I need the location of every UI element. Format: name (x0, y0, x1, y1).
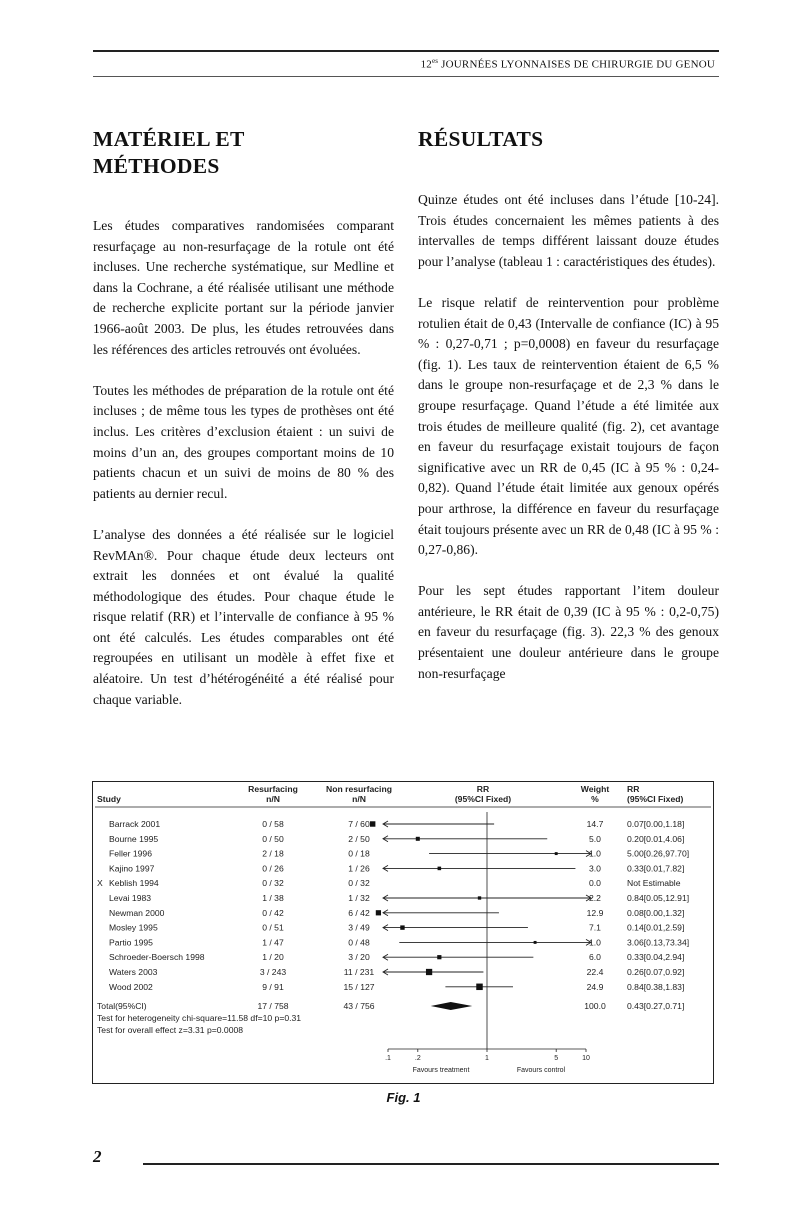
study-name: Schroeder-Boersch 1998 (109, 952, 205, 963)
study-rr-text: 0.08[0.00,1.32] (627, 907, 685, 918)
study-name: Kajino 1997 (109, 863, 155, 874)
header-rule (93, 50, 719, 52)
point-estimate (416, 837, 420, 841)
total-label: Total(95%CI) (97, 1001, 147, 1011)
study-name: Keblish 1994 (109, 878, 159, 889)
non-resurfacing-count: 0 / 48 (348, 937, 370, 948)
non-resurfacing-count: 3 / 49 (348, 922, 370, 933)
study-name: Feller 1996 (109, 848, 152, 859)
study-weight: 12.9 (586, 907, 604, 918)
study-rr-text: Not Estimable (627, 878, 681, 889)
study-name: Bourne 1995 (109, 833, 159, 844)
study-rr-text: 0.20[0.01,4.06] (627, 833, 685, 844)
header-non-resurfacing: Non resurfacing (326, 784, 392, 794)
running-head-ordinal: 12 (420, 58, 432, 71)
study-weight: 22.4 (586, 967, 604, 977)
methods-paragraphs (93, 216, 394, 710)
study-weight: 2.2 (589, 893, 601, 903)
running-head-sup: es (431, 57, 439, 65)
overall-effect-text: Test for overall effect z=3.31 p=0.0008 (97, 1025, 244, 1035)
study-rr-text: 0.33[0.01,7.82] (627, 863, 685, 874)
header-rr-plot: RR (476, 784, 490, 794)
study-rr-text: 0.33[0.04,2.94] (627, 952, 685, 963)
study-weight: 24.9 (586, 981, 604, 992)
total-rr-text: 0.43[0.27,0.71] (627, 1001, 685, 1011)
study-weight: 1.0 (589, 848, 601, 859)
study-name: Levai 1983 (109, 893, 152, 903)
study-rr-text: 0.26[0.07,0.92] (627, 967, 685, 977)
header-non-resurfacing-nn: n/N (352, 794, 366, 804)
x-axis (385, 1049, 590, 1062)
point-estimate (426, 969, 432, 975)
axis-label-right: Favours control (516, 1067, 566, 1074)
excluded-marker: X (97, 878, 103, 889)
study-weight: 14.7 (586, 819, 604, 829)
resurfacing-count: 1 / 20 (262, 952, 284, 963)
heading-line-2: MÉTHODES (93, 154, 220, 178)
right-column (418, 126, 719, 153)
study-weight: 7.1 (589, 922, 601, 933)
header-weight-pct: % (591, 794, 599, 804)
resurfacing-count: 3 / 243 (259, 967, 287, 977)
resurfacing-count: 1 / 38 (262, 893, 284, 903)
methods-paragraph: L’analyse des données a été réalisée sur le logiciel RevMAn®. Pour chaque étude deux lecteurs ont extrait les données et ont évalué la qualité méthodologique des études. Pour chaque étude le risque relatif (RR) et l’intervalle de confiance à 95 % ont été calculés. Les études comparables ont été regroupées en utilisant un modèle à effet fixe et aléatoire. Un test d’hétérogénéité a été réalisé pour chaque variable. (93, 526, 394, 707)
point-estimate (555, 852, 558, 855)
resurfacing-count: 1 / 47 (262, 937, 284, 948)
running-head (195, 57, 715, 71)
header-resurfacing-nn: n/N (266, 794, 280, 804)
non-resurfacing-count: 1 / 26 (348, 863, 370, 874)
header-resurfacing: Resurfacing (248, 784, 298, 794)
study-weight: 1.0 (589, 937, 601, 948)
results-paragraph: Quinze études ont été incluses dans l’étude [10-24]. Trois études concernaient les mêmes patients à des intervalles de temps différent laissant douze études pour l’analyse (tableau 1 : caractéristiques des études). (418, 192, 719, 269)
study-rr-text: 0.84[0.38,1.83] (627, 981, 685, 992)
non-resurfacing-count: 6 / 42 (348, 907, 370, 918)
axis-tick-label: 10 (582, 1055, 590, 1062)
results-paragraphs (418, 190, 719, 684)
point-estimate (400, 925, 404, 929)
resurfacing-count: 0 / 51 (262, 922, 284, 933)
forest-plot (93, 782, 713, 1083)
study-name: Mosley 1995 (109, 922, 158, 933)
resurfacing-count: 9 / 91 (262, 981, 284, 992)
header-weight: Weight (580, 784, 610, 794)
header-underline (93, 76, 719, 77)
point-estimate (476, 984, 482, 990)
study-weight: 5.0 (589, 833, 601, 844)
non-resurfacing-count: 2 / 50 (348, 833, 370, 844)
resurfacing-count: 0 / 50 (262, 833, 284, 844)
study-name: Newman 2000 (109, 907, 165, 918)
point-estimate (376, 910, 381, 915)
resurfacing-count: 0 / 26 (262, 863, 284, 874)
total-resurfacing: 17 / 758 (257, 1001, 289, 1011)
point-estimate (534, 941, 537, 944)
resurfacing-count: 0 / 42 (262, 907, 284, 918)
axis-tick-label: .2 (414, 1055, 421, 1062)
methods-paragraph: Les études comparatives randomisées comparant resurfaçage au non-resurfaçage de la rotule ont été incluses. Une recherche systématique, sur Medline et dans la Cochrane, a été réalisée utilisant une méthode de recherche explicite portant sur la période janvier 1966-août 2003. De plus, les études retrouvées dans les références des articles retrouvés ont évoluées. (93, 218, 394, 357)
section-heading-methods (93, 126, 394, 180)
point-estimate (437, 955, 441, 959)
axis-label-left: Favours treatment (412, 1067, 470, 1074)
study-rr-text: 3.06[0.13,73.34] (627, 937, 690, 948)
page-number: 2 (93, 1147, 102, 1166)
results-paragraph: Pour les sept études rapportant l’item douleur antérieure, le RR était de 0,39 (IC à 95 % : 0,2-0,75) en faveur du resurfaçage (fig. 3). 22,3 % des genoux présentaient une douleur antérieure dans le groupe non-resurfaçage (418, 583, 719, 681)
axis-tick-label: 5 (554, 1055, 559, 1062)
header-study: Study (97, 794, 121, 804)
axis-tick-label: .1 (385, 1055, 391, 1062)
results-paragraph: Le risque relatif de reintervention pour problème rotulien était de 0,43 (Intervalle de confiance (IC) à 95 % : 0,27-0,71 ; p=0,0008) en faveur du resurfaçage (fig. 1). Les taux de reintervention étaient de 6,5 % dans le groupe non-resurfaçage et de 2,3 % dans le groupe resurfaçage. Quand l’étude a été limitée aux trois études de meilleure qualité (fig. 2), cet avantage en faveur du resurfaçage existait toujours de façon significative avec un RR de 0,45 (IC à 95 % : 0,24-0,82). Quand l’étude était limitée aux genoux opérés pour arthrose, la différence en faveur du resurfaçage était toujours présente avec un RR de 0,48 (IC à 95 % : 0,27-0,86). (418, 294, 719, 558)
left-column (93, 126, 394, 180)
study-rr-text: 5.00[0.26,97.70] (627, 848, 690, 859)
pooled-diamond (431, 1002, 473, 1010)
header-rr-plot-ci: (95%CI Fixed) (454, 794, 512, 804)
total-weight: 100.0 (584, 1001, 606, 1011)
study-weight: 0.0 (589, 878, 601, 889)
heading-line-1: MATÉRIEL ET (93, 127, 245, 151)
non-resurfacing-count: 0 / 18 (348, 848, 370, 859)
figure-caption: Fig. 1 (386, 1090, 421, 1105)
axis-tick-label: 1 (485, 1055, 489, 1062)
study-name: Wood 2002 (109, 981, 153, 992)
study-rr-text: 0.07[0.00,1.18] (627, 819, 685, 829)
non-resurfacing-count: 15 / 127 (343, 981, 375, 992)
non-resurfacing-count: 7 / 60 (348, 819, 370, 829)
section-heading-results: RÉSULTATS (418, 127, 544, 151)
header-rr-text: RR (627, 784, 640, 794)
study-rr-text: 0.84[0.05,12.91] (627, 893, 690, 903)
point-estimate (370, 821, 375, 826)
forest-plot-figure (92, 781, 714, 1084)
non-resurfacing-count: 1 / 32 (348, 893, 370, 903)
resurfacing-count: 0 / 32 (262, 878, 284, 889)
study-name: Waters 2003 (109, 967, 158, 977)
point-estimate (438, 867, 442, 871)
study-rr-text: 0.14[0.01,2.59] (627, 922, 685, 933)
non-resurfacing-count: 11 / 231 (343, 967, 375, 977)
running-head-text: JOURNÉES LYONNAISES DE CHIRURGIE DU GENOU (438, 58, 715, 71)
study-weight: 6.0 (589, 952, 601, 963)
header-rr-text-ci: (95%CI Fixed) (627, 794, 684, 804)
methods-paragraph: Toutes les méthodes de préparation de la rotule ont été incluses ; de même tous les types de prothèses ont été inclus. Les critères d’exclusion étaient : un suivi de moins d’un an, des groupes comportant moins de 10 patients chacun et un suivi de moins de 80 % des patients au dernier recul. (93, 382, 394, 501)
non-resurfacing-count: 0 / 32 (348, 878, 370, 889)
footer-rule (143, 1163, 719, 1165)
study-name: Partio 1995 (109, 937, 153, 948)
study-name: Barrack 2001 (109, 819, 161, 829)
non-resurfacing-count: 3 / 20 (348, 952, 370, 963)
heterogeneity-text: Test for heterogeneity chi-square=11.58 df=10 p=0.31 (97, 1013, 302, 1023)
resurfacing-count: 0 / 58 (262, 819, 284, 829)
point-estimate (478, 896, 481, 899)
resurfacing-count: 2 / 18 (262, 848, 284, 859)
total-non-resurfacing: 43 / 756 (343, 1001, 375, 1011)
study-weight: 3.0 (589, 863, 601, 874)
